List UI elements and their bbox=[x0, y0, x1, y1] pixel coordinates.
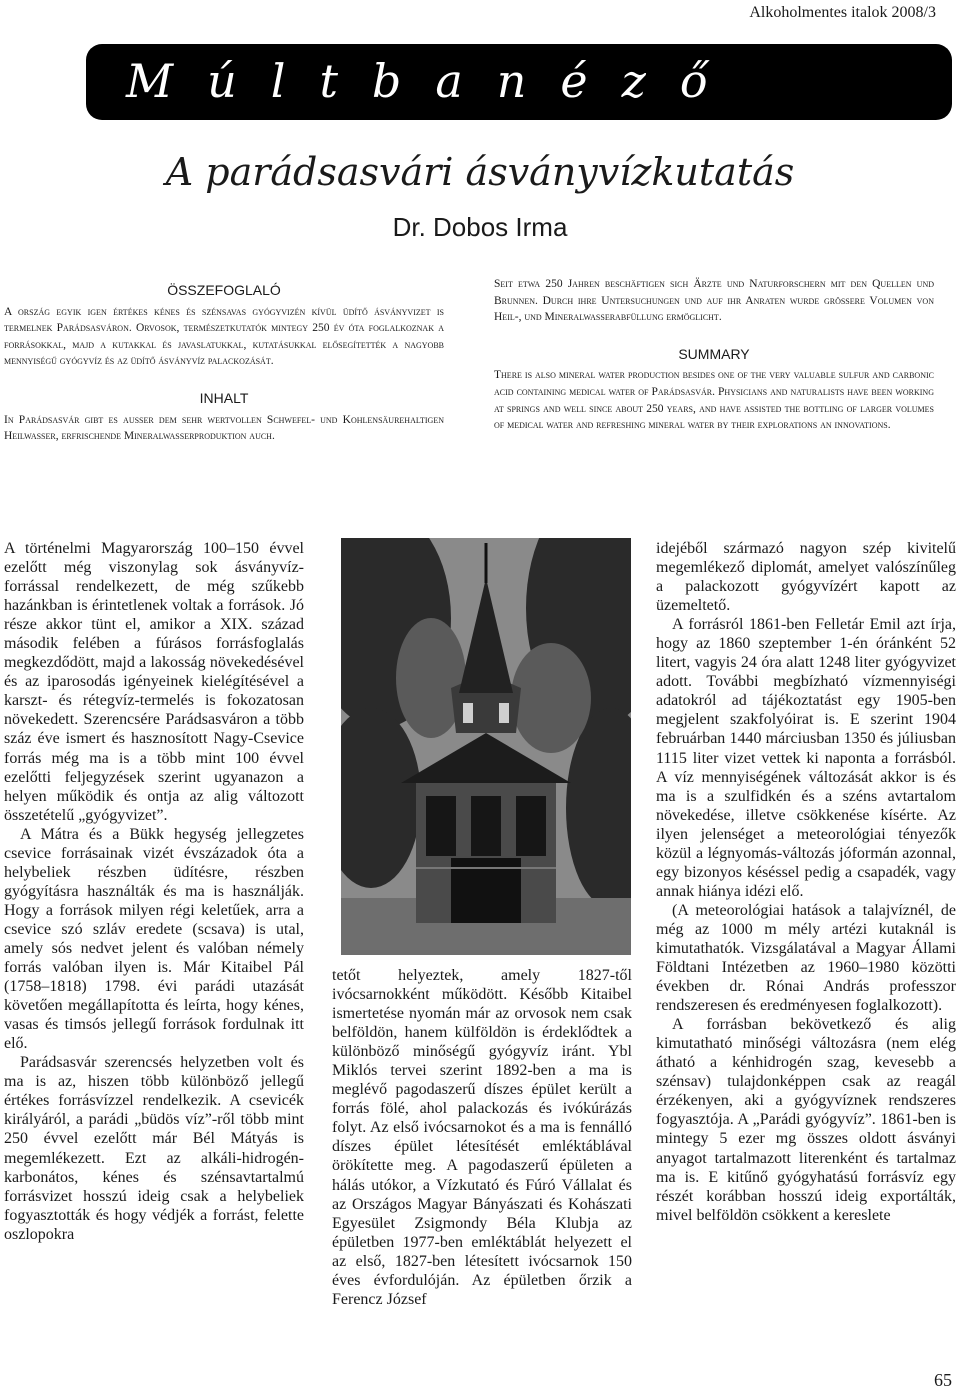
article-title: A parádsasvári ásványvízkutatás bbox=[165, 150, 795, 194]
page-number: 65 bbox=[934, 1370, 952, 1390]
abstract-de-text-continued: Seit etwa 250 Jahren beschäftigen sich Ärzte und Naturforschern mit den Quellen und Brunnen. Durch ihre Untersuchungen und auf ihr Anraten wurde größere Volumen von Heil-, und Mineralwasserabfüllung ermöglicht. bbox=[494, 278, 934, 324]
body-paragraph: A Mátra és a Bükk hegység jellegzetes csevice forrásainak vizét évszázadok óta a helybeliek részben üdítésre, részben gyógyításra használták és ma is használják. Hogy a források milyen régi keletűek, arra a csevice szó szláv eredete (scsava) is utal, amely sós nedvet jelent és valóban némely forrás valóban ilyen is. Már Kitaibel Pál (1758–1818) 1798. évi parádi utazását követően megállapította és leírta, hogy kénes, vasas és timsós jellegű források fordulnak itt elő. bbox=[4, 825, 304, 1053]
publication-header: Alkoholmentes italok 2008/3 bbox=[749, 4, 936, 21]
abstract-de-text: In Parádsasvár gibt es außer dem sehr wertvollen Schwefel- und Kohlensäurehaltigen Heilwasser, erfrischende Mineralwasserproduktion auch. bbox=[4, 413, 444, 443]
abstract-left-column bbox=[4, 282, 444, 445]
section-banner bbox=[86, 44, 952, 120]
body-paragraph: idejéből származó nagyon szép kivitelű megemlékező diplomát, amelyet valószínűleg a palackozott gyógyvízért kapott az üzemeltető. bbox=[656, 540, 956, 615]
abstract-en-heading: SUMMARY bbox=[678, 345, 750, 362]
section-banner-text: Múltbanéző bbox=[126, 54, 742, 108]
pagoda-building-photo bbox=[341, 538, 631, 955]
abstract-en-text: There is also mineral water production besides one of the very valuable sulfur and carbonic acid containing medical water of Parádsasvár. Physicians and naturalists have been working at springs and well since about 250 years, and have assisted the bottling of larger volumes of medical water and refreshing mineral water by their explorations an innovations. bbox=[494, 369, 934, 432]
abstract-hu-text: A ország egyik igen értékes kénes és szénsavas gyógyvizén kívül üdítő ásványvizet is termelnek Parádsasváron. Orvosok, természetkutatók mintegy 250 év óta foglalkoznak a forrásokkal, majd a kutakkal és javaslatukkal, kutatásukkal elősegítették a nagyobb mennyiségű gyógyvíz és az üdítő ásványvíz palackozását. bbox=[4, 305, 444, 368]
body-column-1 bbox=[4, 539, 304, 1244]
body-paragraph: A történelmi Magyarország 100–150 évvel ezelőtt még viszonylag sok ásványvíz-forrással rendelkezett, de még szűkebb hazánkban is érintetlenek voltak a források. Jó része akkor tünt el, amikor a XIX. század második felében a fúrásos forrásfoglalás megkezdődött, majd a lakosság növekedésével és az iparosodás igényeinek kielégítésével a karszt- és rétegvíz-termelés is fokozatosan növekedett. Szerencsére Parádsasváron a több száz éve ismert és hasznosított Nagy-Csevice forrás még ma is a több mint 100 évvel ezelőtti feljegyzések szerint ugyanazon a helyen működik és ontja az alig változott összetételű „gyógyvizet”. bbox=[4, 540, 304, 824]
body-paragraph: (A meteorológiai hatások a talajvíznél, de még az 1000 m mély artézi kutaknál is kimutathatók. Vizsgálatával a Magyar Állami Földtani Intézetben az 1960–1980 közötti években dr. Rónai András professzor rendszeresen és eredményesen foglalkozott). bbox=[656, 901, 956, 1015]
body-paragraph: A forrásról 1861-ben Felletár Emil azt írja, hogy az 1860 szeptember 1-én óránként 52 litert, vagyis 24 óra alatt 1248 liter gyógyvizet adott. További megbízható vízmennyiségi adatokról ad tájékoztatást egy 1905-ben megjelent szakfolyóirat is. E szerint 1904 februárban 1440 márciusban 1350 és júliusban 1115 liter vizet vettek ki naponta a forrásból. A víz mennyiségének változását akkor is és ma is a szulfidkén és a széns avtartalom növekedése, illetve csökkenése kísérte. Az ilyen jelenséget a meteorológiai tényezők közül a légnyomás-változás jóformán azonnal, egy bizonyos késéssel pedig a csapadék, vagy annak hiánya idézi elő. bbox=[656, 616, 956, 900]
body-column-2 bbox=[332, 966, 632, 1309]
abstract-de-heading: INHALT bbox=[199, 389, 249, 406]
abstract-hu-heading: ÖSSZEFOGLALÓ bbox=[167, 282, 281, 298]
abstract-right-column bbox=[494, 276, 934, 434]
body-paragraph: A forrásban bekövetkező és alig kimutatható minőségi változásra (nem elég átható a kénhidrogén szag, kevesebb a szénsav) tulajdonképpen csak az reagál érzékenyen, aki a gyógyvíznek rendszeres fogyasztója. A „Parádi gyógyvíz”. 1861-ben is mintegy 5 ezer mg összes oldott ásványi anyagot tartalmazott literenként és tartalmaz ma is. E kitűnő gyógyhatású forrásvíz egy részét korábban hosszú ideig exportálták, mivel belföldön csökkent a kereslete bbox=[656, 1016, 956, 1224]
body-paragraph: Parádsasvár szerencsés helyzetben volt és ma is az, hiszen több különböző jellegű értékes forrásvízzel rendelkezik. A csevicék királyáról, a parádi „büdös víz”-ről több mint 250 évvel ezelőtt már Bél Mátyás is megemlékezett. Ezt az alkáli-hidrogén-karbonátos, kénes és szénsavtartalmú forrásvizet hosszú ideig csak a helybeliek fogyasztották és hogy védjék a forrást, felette oszlopokra bbox=[4, 1054, 304, 1243]
body-column-3 bbox=[656, 539, 956, 1225]
body-paragraph: tetőt helyeztek, amely 1827-től ivócsarnokként működött. Később Kitaibel ismertetése nyomán már az orvosok nem csak belföldön, hanem külföldön is érdeklődtek a különböző minőségű gyógyvíz iránt. Ybl Miklós tervei szerint 1892-ben a ma is meglévő pagodaszerű díszes épület került a forrás fölé, ahol palackozás és ivókúrázás folyt. Az első ivócsarnokot és a ma is fennálló díszes épület létesítését emléktáblával örökítette meg. A pagodaszerű épületen a hálás utókor, a Vízkutató és Fúró Vállalat és az Országos Magyar Bányászati és Kohászati Egyesület Zsigmondy Béla Klubja az épületben 1977-ben emléktáblát helyezett el az első, 1827-ben létesített ivócsarnok 150 éves évfordulóján. Az épületben őrzik a Ferencz József bbox=[332, 967, 632, 1308]
article-author: Dr. Dobos Irma bbox=[392, 212, 568, 242]
